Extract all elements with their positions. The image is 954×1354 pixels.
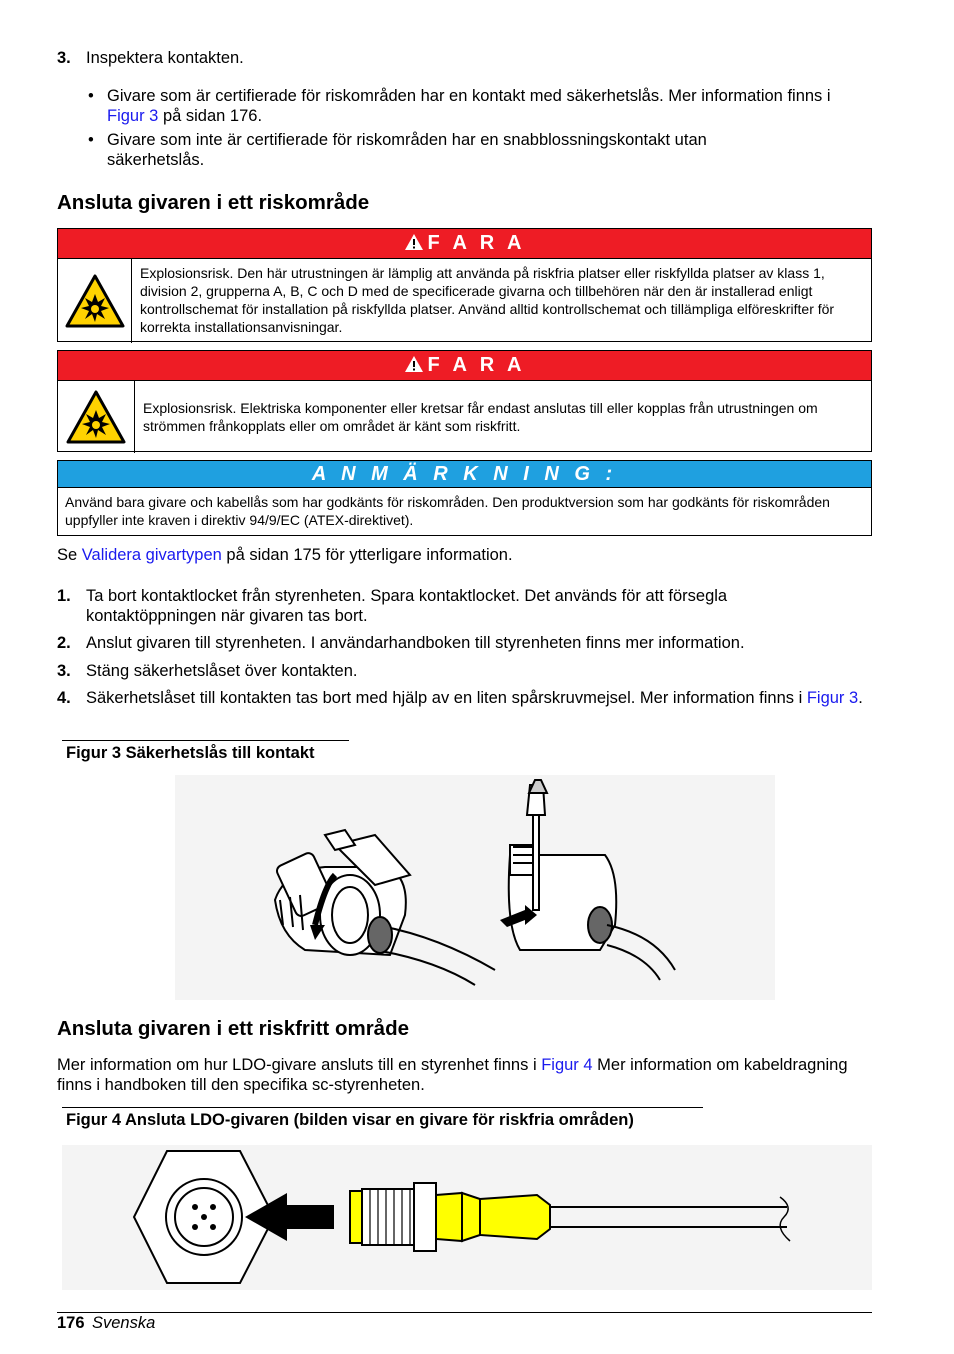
step-number: 2. [57, 634, 71, 652]
notice-text: Använd bara givare och kabellås som har godkänts för riskområden. Den produktversion som har godkänts för riskområden uppfyller inte kraven i direktiv 94/9/EC (ATEX-direktivet). [65, 494, 830, 528]
safety-lock-illustration [175, 775, 775, 1000]
warning-triangle-icon [404, 355, 424, 373]
step-text: Ta bort kontaktlocket från styrenheten. Spara kontaktlocket. Det används för att försegla kontaktöppningen när givaren tas bort. [86, 587, 728, 625]
danger-text: Explosionsrisk. Den här utrustningen är lämplig att använda på riskfria platser eller riskfyllda platser av klass 1, division 2, grupperna A, B, C och D med de specificerade givarna och tillbehören när den är installerad enligt kontrollschemat för installation på riskfyllda platser. Använd alltid kontrollschemat och tillämpliga elföreskrifter för korrekta installationsanvisningar. [140, 265, 835, 335]
step-text-part: . [858, 689, 863, 707]
warning-triangle-icon [404, 233, 424, 251]
bullet-text: på sidan 176. [158, 107, 263, 125]
notice-header: A N M Ä R K N I N G : [58, 461, 871, 488]
ref-text: på sidan 175 för ytterligare information. [221, 546, 513, 564]
explosion-hazard-icon [66, 390, 126, 444]
section-heading: Ansluta givaren i ett riskområde [57, 191, 370, 214]
danger-text-content: Explosionsrisk. Elektriska komponenter eller kretsar får endast anslutas till eller kopplas från utrustningen om strömmen frånkopplats eller om området är känt som riskfritt. [143, 400, 818, 434]
footer-rule [57, 1312, 872, 1313]
bullet-text: Givare som är certifierade för riskområden har en kontakt med säkerhetslås. Mer information finns i [107, 87, 831, 105]
step-text: Inspektera kontakten. [86, 49, 244, 67]
danger-header [58, 229, 871, 259]
danger-box [57, 350, 872, 452]
step-text [86, 688, 872, 708]
page-number: 176 [57, 1314, 85, 1332]
step-number: 3. [57, 662, 71, 680]
see-reference [57, 545, 513, 565]
section-text-part: Mer information om kabeldragning finns i handboken till den specifika sc-styrenheten. [57, 1056, 848, 1094]
danger-text [135, 381, 871, 453]
bullet-dot: • [88, 87, 94, 105]
bullet-item [107, 86, 872, 126]
explosion-hazard-cell [58, 259, 132, 343]
step-number: 3. [57, 49, 71, 67]
link-figur3[interactable]: Figur 3 [107, 107, 159, 125]
explosion-hazard-cell [58, 381, 135, 453]
bullet-item [107, 130, 807, 170]
step-number: 4. [57, 689, 71, 707]
figure-caption: Figur 4 Ansluta LDO-givaren (bilden visar en givare för riskfria områden) [62, 1107, 703, 1130]
notice-box [57, 460, 872, 536]
bullet-dot: • [88, 131, 94, 149]
ref-text: Se [57, 546, 82, 564]
explosion-hazard-icon [65, 274, 125, 328]
figure-caption: Figur 3 Säkerhetslås till kontakt [62, 740, 349, 763]
link-validera-givartypen[interactable]: Validera givartypen [81, 546, 222, 564]
bullet-text: Givare som inte är certifierade för riskområden har en snabblossningskontakt utan säkerhetslås. [107, 131, 707, 169]
link-figur4[interactable]: Figur 4 [541, 1056, 593, 1074]
section-heading: Ansluta givaren i ett riskfritt område [57, 1017, 410, 1040]
step-number: 1. [57, 587, 71, 605]
section-text [57, 1055, 872, 1095]
danger-label: F A R A [427, 232, 526, 254]
ldo-connection-illustration [62, 1145, 872, 1290]
section-text-part: Mer information om hur LDO-givare ansluts till en styrenhet finns i [57, 1056, 542, 1074]
link-figur3[interactable]: Figur 3 [806, 689, 859, 707]
step-text: Stäng säkerhetslåset över kontakten. [86, 662, 358, 680]
step-text-part: Säkerhetslåset till kontakten tas bort med hjälp av en liten spårskruvmejsel. Mer information finns i [86, 689, 807, 707]
danger-header [58, 351, 871, 381]
danger-box [57, 228, 872, 342]
footer-language: Svenska [92, 1314, 156, 1332]
step-text: Anslut givaren till styrenheten. I användarhandboken till styrenheten finns mer information. [86, 634, 745, 652]
danger-label: F A R A [427, 354, 526, 376]
